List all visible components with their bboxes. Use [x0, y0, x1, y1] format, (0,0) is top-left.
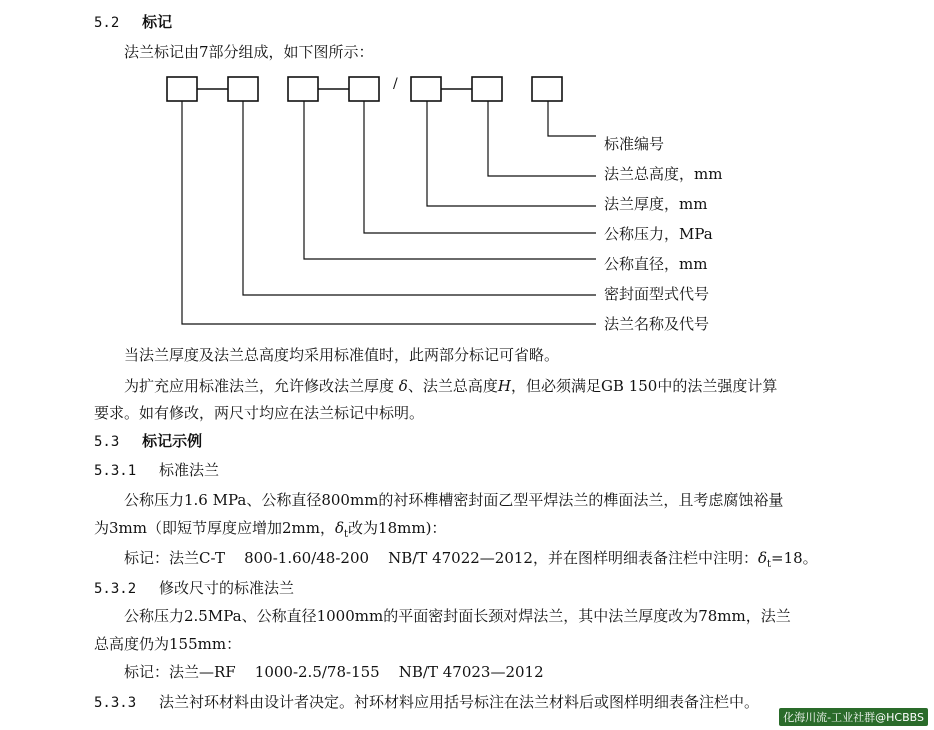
section-5-3-2-heading [94, 578, 294, 599]
example-2-description-cont: 总高度仍为155mm： [94, 635, 242, 653]
label-flange-name-code: 法兰名称及代号 [604, 315, 710, 333]
example-1-description: 公称压力1.6 MPa、公称直径800mm的衬环榫槽密封面乙型平焊法兰的榫面法兰，且考虑腐蚀裕量 [124, 491, 784, 509]
section-title: 标记 [142, 13, 173, 31]
section-number: 5.3.2 [94, 581, 137, 597]
section-number: 5.2 [94, 15, 120, 31]
text: 为3mm（即短节厚度应增加2mm， [94, 519, 335, 537]
delta-symbol: δ [757, 549, 767, 567]
box-flange-thickness [411, 77, 441, 101]
text: ，但必须满足GB 150中的法兰强度计算 [510, 377, 778, 395]
section-text: 法兰衬环材料由设计者决定。衬环材料应用括号标注在法兰材料后或图样明细表备注栏中。 [158, 693, 759, 711]
watermark: 化海川流-工业社群@HCBBS [779, 708, 928, 726]
paragraph-modify [124, 376, 777, 396]
subscript: t [344, 529, 349, 540]
section-5-3-heading [94, 431, 202, 452]
section-title: 修改尺寸的标准法兰 [158, 579, 294, 597]
paragraph-modify-cont: 要求。如有修改，两尺寸均应在法兰标记中标明。 [94, 404, 425, 422]
example-1-description-cont [94, 518, 446, 545]
section-number: 5.3.1 [94, 463, 137, 479]
text: 标记：法兰C-T 800-1.60/48-200 NB/T 47022—2012，并在图样明细表备注栏中注明： [124, 549, 758, 567]
text: 为扩充应用标准法兰，允许修改法兰厚度 [124, 377, 395, 395]
box-nominal-pressure [349, 77, 379, 101]
text: 改为18mm)： [348, 519, 447, 537]
section-number: 5.3 [94, 434, 120, 450]
label-flange-height: 法兰总高度，mm [604, 165, 723, 183]
delta-symbol: δ [334, 519, 345, 537]
example-1-marking [124, 548, 818, 575]
section-title: 标记示例 [142, 432, 203, 450]
box-standard-number [532, 77, 562, 101]
paragraph-omit: 当法兰厚度及法兰总高度均采用标准值时，此两部分标记可省略。 [124, 346, 560, 364]
label-nominal-diameter: 公称直径，mm [604, 255, 708, 273]
box-flange-height [472, 77, 502, 101]
box-flange-name [167, 77, 197, 101]
section-5-3-3 [94, 692, 759, 713]
section-number: 5.3.3 [94, 695, 137, 711]
section-title: 标准法兰 [158, 461, 219, 479]
flange-marking-diagram [0, 0, 934, 340]
label-flange-thickness: 法兰厚度，mm [604, 195, 708, 213]
text: =18。 [771, 549, 818, 567]
text: 、法兰总高度 [407, 377, 498, 395]
leader-lines [182, 101, 596, 324]
example-2-marking: 标记：法兰—RF 1000-2.5/78-155 NB/T 47023—2012 [124, 663, 544, 681]
delta-symbol: δ [398, 377, 408, 395]
label-standard-number: 标准编号 [604, 135, 665, 153]
label-nominal-pressure: 公称压力，MPa [604, 225, 713, 243]
section-5-3-1-heading [94, 460, 219, 481]
label-sealing-face-code: 密封面型式代号 [604, 285, 710, 303]
h-symbol: H [497, 377, 511, 395]
slash-separator: / [393, 76, 398, 92]
intro-text: 法兰标记由7部分组成，如下图所示： [124, 43, 374, 61]
example-2-description: 公称压力2.5MPa、公称直径1000mm的平面密封面长颈对焊法兰，其中法兰厚度改为78mm，法兰 [124, 607, 791, 625]
box-sealing-face [228, 77, 258, 101]
subscript: t [767, 559, 772, 570]
box-nominal-diameter [288, 77, 318, 101]
